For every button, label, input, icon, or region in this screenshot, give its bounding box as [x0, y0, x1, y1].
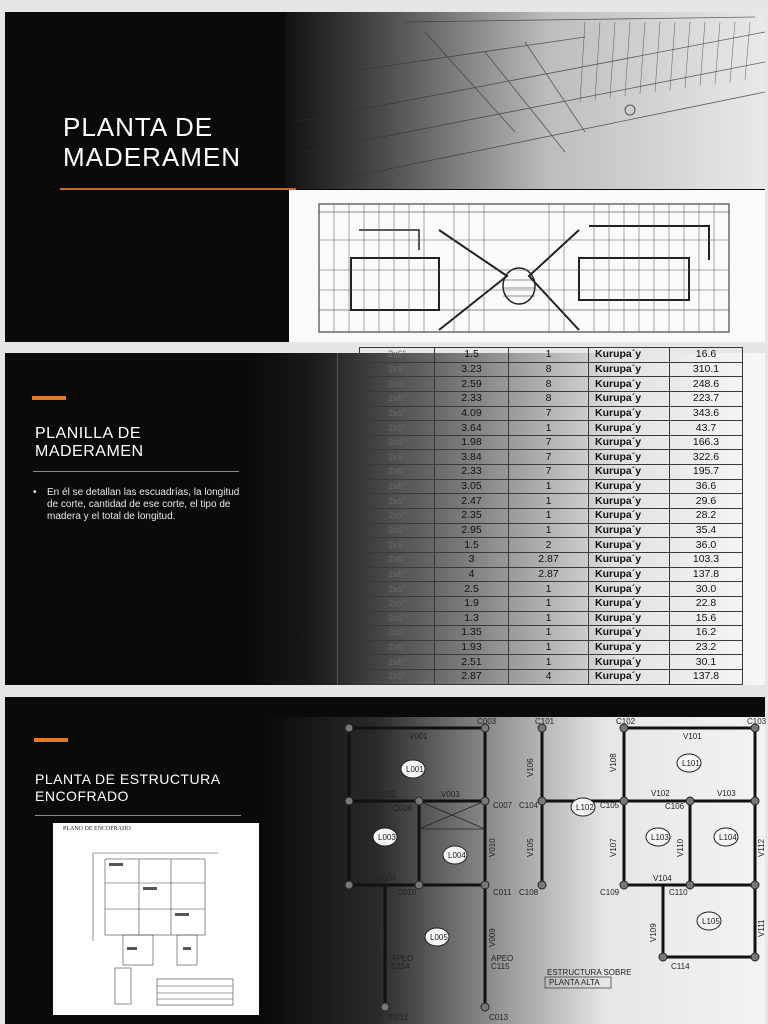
slide2-bullet-text: En él se detallan las escuadrías, la longitud de corte, cantidad de ese corte, el tipo de madera y el total de longitud.	[47, 487, 240, 522]
table-row	[360, 582, 743, 597]
table-row	[360, 479, 743, 494]
cell-longitud: 4	[435, 567, 509, 582]
table-margin-line	[337, 353, 338, 685]
cell-total: 43.7	[670, 421, 743, 436]
caption-line1: ESTRUCTURA SOBRE	[547, 968, 632, 977]
cell-cantidad: 1	[509, 640, 589, 655]
cell-total: 16.6	[670, 348, 743, 363]
cell-cantidad: 7	[509, 450, 589, 465]
table-row	[360, 567, 743, 582]
label-c003: C003	[477, 717, 497, 726]
cell-cantidad: 1	[509, 626, 589, 641]
label-v004: V004	[377, 874, 396, 883]
table-row	[360, 406, 743, 421]
cell-total: 35.4	[670, 523, 743, 538]
table-row	[360, 611, 743, 626]
cell-escuadria: 2x6"	[360, 552, 435, 567]
table-row	[360, 655, 743, 670]
cell-madera: Kurupa´y	[589, 509, 670, 524]
slide-planilla-maderamen	[5, 348, 765, 685]
slide2-bullet	[33, 487, 245, 523]
cell-escuadria: 2x6"	[360, 450, 435, 465]
label-c108: C108	[519, 888, 539, 897]
cell-escuadria: 2x6"	[360, 406, 435, 421]
cell-longitud: 1.35	[435, 626, 509, 641]
cell-longitud: 3	[435, 552, 509, 567]
cell-cantidad: 7	[509, 465, 589, 480]
cell-longitud: 1.9	[435, 596, 509, 611]
cell-total: 22.8	[670, 596, 743, 611]
label-c115: C115	[491, 962, 510, 971]
cell-longitud: 2.33	[435, 391, 509, 406]
slide3-accent-bar	[34, 738, 68, 742]
table-row	[360, 538, 743, 553]
label-l101: L101	[682, 759, 700, 768]
cell-escuadria: 2x6"	[360, 582, 435, 597]
label-l103: L103	[651, 833, 669, 842]
cell-escuadria: 2x6"	[360, 538, 435, 553]
cell-escuadria: 2x6"	[360, 626, 435, 641]
label-l003: L003	[378, 833, 396, 842]
cell-longitud: 3.64	[435, 421, 509, 436]
cell-madera: Kurupa´y	[589, 450, 670, 465]
slide2-title	[35, 425, 245, 461]
label-c109: C109	[600, 888, 620, 897]
cell-cantidad: 8	[509, 377, 589, 392]
label-c002: C002	[339, 717, 359, 726]
cell-madera: Kurupa´y	[589, 640, 670, 655]
cell-longitud: 2.59	[435, 377, 509, 392]
cell-longitud: 1.93	[435, 640, 509, 655]
label-v108: V108	[609, 753, 618, 772]
label-c102: C102	[616, 717, 636, 726]
cell-total: 166.3	[670, 435, 743, 450]
cell-total: 29.6	[670, 494, 743, 509]
cell-total: 322.6	[670, 450, 743, 465]
slide-planta-estructura	[5, 697, 765, 1024]
cell-madera: Kurupa´y	[589, 626, 670, 641]
cell-escuadria: 2x6"	[360, 567, 435, 582]
cell-longitud: 1.5	[435, 348, 509, 363]
cell-cantidad: 7	[509, 435, 589, 450]
caption-line2: PLANTA ALTA	[549, 978, 600, 987]
cell-cantidad: 1	[509, 582, 589, 597]
cell-madera: Kurupa´y	[589, 465, 670, 480]
cell-longitud: 3.84	[435, 450, 509, 465]
cell-escuadria: 2x6"	[360, 494, 435, 509]
label-v001: V001	[409, 732, 428, 741]
cell-total: 103.3	[670, 552, 743, 567]
thumbnail-drawing	[53, 823, 259, 1015]
cell-madera: Kurupa´y	[589, 348, 670, 363]
maderamen-plan-drawing	[289, 190, 765, 342]
label-c103: C103	[747, 717, 767, 726]
cell-escuadria: 2x6"	[360, 479, 435, 494]
table-row	[360, 640, 743, 655]
cell-madera: Kurupa´y	[589, 567, 670, 582]
label-v102: V102	[651, 789, 670, 798]
cell-madera: Kurupa´y	[589, 611, 670, 626]
cell-madera: Kurupa´y	[589, 523, 670, 538]
cell-total: 15.6	[670, 611, 743, 626]
cell-longitud: 2.51	[435, 655, 509, 670]
slide2-accent-bar	[32, 396, 66, 400]
cell-cantidad: 4	[509, 670, 589, 685]
label-c010: C010	[397, 888, 417, 897]
cell-total: 343.6	[670, 406, 743, 421]
label-c105: C105	[600, 801, 620, 810]
label-v112: V112	[757, 838, 766, 857]
cell-escuadria: 2x6"	[360, 655, 435, 670]
label-v109: V109	[649, 923, 658, 942]
cell-total: 30.0	[670, 582, 743, 597]
cell-madera: Kurupa´y	[589, 582, 670, 597]
cell-total: 223.7	[670, 391, 743, 406]
label-l005: L005	[430, 933, 448, 942]
cell-longitud: 4.09	[435, 406, 509, 421]
cell-total: 36.6	[670, 479, 743, 494]
cell-longitud: 3.23	[435, 362, 509, 377]
label-v010: V010	[488, 838, 497, 857]
cell-cantidad: 7	[509, 406, 589, 421]
label-c106: C106	[665, 802, 685, 811]
slide2-title-line1: PLANILLA DE	[35, 425, 141, 442]
cell-cantidad: 1	[509, 596, 589, 611]
label-l102: L102	[576, 803, 594, 812]
cell-madera: Kurupa´y	[589, 670, 670, 685]
cell-total: 137.8	[670, 670, 743, 685]
cell-madera: Kurupa´y	[589, 362, 670, 377]
cell-madera: Kurupa´y	[589, 596, 670, 611]
table-row	[360, 670, 743, 685]
cell-escuadria: 2x6"	[360, 509, 435, 524]
cell-longitud: 1.98	[435, 435, 509, 450]
label-v002: V002	[377, 790, 396, 799]
cell-escuadria: 2x6"	[360, 611, 435, 626]
cell-cantidad: 1	[509, 479, 589, 494]
label-l104: L104	[719, 833, 737, 842]
slide1-divider	[60, 188, 296, 190]
slide1-title-line1: PLANTA DE	[63, 112, 214, 142]
cell-longitud: 2.47	[435, 494, 509, 509]
label-l004: L004	[448, 851, 466, 860]
label-l105: L105	[702, 917, 720, 926]
label-apeo-right: APEO	[491, 954, 514, 963]
cell-longitud: 1.5	[435, 538, 509, 553]
cell-longitud: 2.5	[435, 582, 509, 597]
cell-madera: Kurupa´y	[589, 494, 670, 509]
cell-escuadria: 2x6"	[360, 362, 435, 377]
cell-escuadria: 2x6"	[360, 523, 435, 538]
cell-cantidad: 1	[509, 348, 589, 363]
blueprint-photo-drawing	[285, 12, 765, 189]
label-c114-right: C114	[671, 962, 690, 971]
cell-cantidad: 8	[509, 391, 589, 406]
slide3-title-line1: PLANTA DE ESTRUCTURA	[35, 771, 221, 787]
table-row	[360, 450, 743, 465]
table-row	[360, 494, 743, 509]
cell-escuadria: 2x6"	[360, 377, 435, 392]
table-row	[360, 523, 743, 538]
cell-madera: Kurupa´y	[589, 391, 670, 406]
slide3-title-line2: ENCOFRADO	[35, 788, 129, 804]
cell-total: 137.8	[670, 567, 743, 582]
label-v110: V110	[676, 838, 685, 857]
cell-madera: Kurupa´y	[589, 421, 670, 436]
cell-escuadria: 2x6"	[360, 640, 435, 655]
label-v105: V105	[526, 838, 535, 857]
maderamen-plan-svg	[289, 190, 765, 342]
cell-escuadria: 2x6"	[360, 391, 435, 406]
cell-longitud: 2.95	[435, 523, 509, 538]
cell-total: 195.7	[670, 465, 743, 480]
cell-madera: Kurupa´y	[589, 538, 670, 553]
slide3-title	[35, 771, 250, 805]
cell-madera: Kurupa´y	[589, 479, 670, 494]
slide1-title	[63, 112, 303, 172]
label-v009: V009	[488, 928, 497, 947]
structure-plan	[267, 717, 765, 1024]
cell-cantidad: 8	[509, 362, 589, 377]
slide2-title-line2: MADERAMEN	[35, 443, 144, 460]
label-c007: C007	[493, 801, 513, 810]
label-c011: C011	[493, 888, 512, 897]
cell-escuadria: 2x6"	[360, 596, 435, 611]
cell-cantidad: 2	[509, 538, 589, 553]
label-c013: C013	[489, 1013, 509, 1022]
label-v003: V003	[441, 790, 460, 799]
cell-madera: Kurupa´y	[589, 552, 670, 567]
slide3-divider	[35, 815, 241, 816]
table-row	[360, 626, 743, 641]
cell-total: 248.6	[670, 377, 743, 392]
cell-escuadria: 2x6"	[360, 670, 435, 685]
cell-cantidad: 2.87	[509, 567, 589, 582]
label-v111: V111	[757, 919, 766, 937]
slide2-divider	[33, 471, 239, 472]
cell-total: 310.1	[670, 362, 743, 377]
cell-cantidad: 1	[509, 509, 589, 524]
cell-total: 30.1	[670, 655, 743, 670]
cell-cantidad: 1	[509, 611, 589, 626]
blueprint-photo	[285, 12, 765, 189]
cell-cantidad: 1	[509, 494, 589, 509]
cell-cantidad: 1	[509, 523, 589, 538]
cell-total: 23.2	[670, 640, 743, 655]
table-row	[360, 421, 743, 436]
label-c104: C104	[519, 801, 539, 810]
cell-escuadria: 2x6"	[360, 348, 435, 363]
cell-escuadria: 2x6"	[360, 421, 435, 436]
cell-longitud: 2.87	[435, 670, 509, 685]
planilla-table	[359, 347, 743, 685]
cell-longitud: 2.35	[435, 509, 509, 524]
label-c110: C110	[669, 888, 688, 897]
cell-madera: Kurupa´y	[589, 435, 670, 450]
cell-madera: Kurupa´y	[589, 655, 670, 670]
cell-cantidad: 1	[509, 655, 589, 670]
cell-total: 28.2	[670, 509, 743, 524]
cell-longitud: 3.05	[435, 479, 509, 494]
cell-madera: Kurupa´y	[589, 377, 670, 392]
bullet-dot-icon: •	[33, 487, 37, 498]
table-row	[360, 465, 743, 480]
table-row	[360, 377, 743, 392]
label-v106: V106	[526, 758, 535, 777]
cell-escuadria: 2x6"	[360, 435, 435, 450]
label-v107: V107	[609, 838, 618, 857]
table-row	[360, 348, 743, 363]
table-row	[360, 552, 743, 567]
label-c006: C006	[393, 804, 413, 813]
cell-total: 36.0	[670, 538, 743, 553]
table-row	[360, 391, 743, 406]
slide-planta-maderamen	[5, 12, 765, 342]
cell-cantidad: 1	[509, 421, 589, 436]
slide1-title-line2: MADERAMEN	[63, 142, 242, 172]
label-apeo-left: APEO	[391, 954, 414, 963]
label-v007: V007	[372, 928, 381, 947]
label-l001: L001	[406, 765, 424, 774]
thumbnail-title: PLANO DE ENCOFRADO	[63, 826, 131, 832]
label-v104: V104	[653, 874, 672, 883]
table-row	[360, 362, 743, 377]
cell-escuadria: 2x6"	[360, 465, 435, 480]
cell-longitud: 1.3	[435, 611, 509, 626]
label-c114-left: C114	[391, 962, 410, 971]
label-v101: V101	[683, 732, 702, 741]
label-c012: C012	[389, 1013, 409, 1022]
cell-madera: Kurupa´y	[589, 406, 670, 421]
cell-longitud: 2.33	[435, 465, 509, 480]
cell-total: 16.2	[670, 626, 743, 641]
encofrado-plan-thumbnail	[53, 823, 259, 1015]
table-row	[360, 435, 743, 450]
cell-cantidad: 2.87	[509, 552, 589, 567]
label-c101: C101	[535, 717, 555, 726]
table-row	[360, 509, 743, 524]
table-row	[360, 596, 743, 611]
structure-plan-svg	[267, 717, 765, 1024]
label-v103: V103	[717, 789, 736, 798]
